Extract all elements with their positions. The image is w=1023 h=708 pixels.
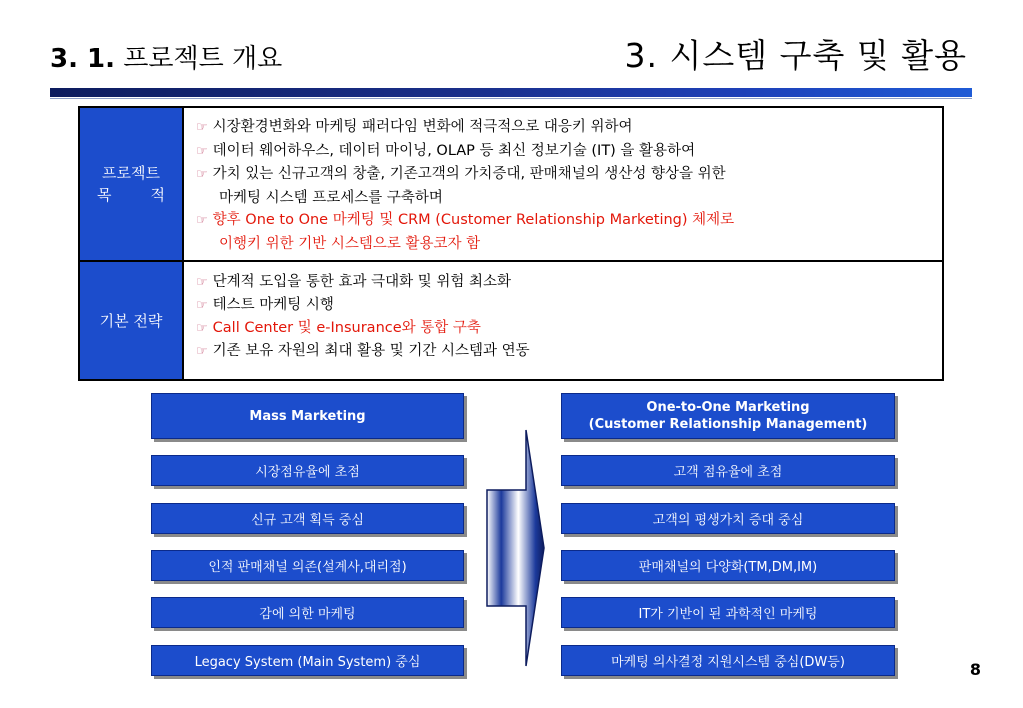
- row-body-strategy: [184, 262, 942, 379]
- page-number: 8: [969, 660, 981, 679]
- row-header-line1: 프로젝트: [102, 164, 160, 182]
- section-title: [50, 38, 282, 75]
- transition-arrow: [484, 428, 546, 668]
- pointing-hand-icon: ☞: [196, 143, 208, 159]
- row-header-purpose: [80, 108, 184, 260]
- mass-item: 인적 판매채널 의존(설계사,대리점): [151, 550, 464, 581]
- table-row-strategy: [80, 262, 942, 379]
- list-item: [196, 271, 942, 294]
- list-item: [196, 140, 942, 164]
- list-item-highlight: [196, 317, 942, 340]
- row-header-label: 기본 전략: [99, 311, 163, 330]
- mass-item: Legacy System (Main System) 중심: [151, 645, 464, 676]
- pointing-hand-icon: ☞: [196, 321, 208, 336]
- one-to-one-header: [561, 393, 895, 439]
- one-to-one-subtitle: (Customer Relationship Management): [588, 417, 868, 432]
- mass-item: 시장점유율에 초점: [151, 455, 464, 486]
- one-to-one-item: IT가 기반이 된 과학적인 마케팅: [561, 597, 895, 628]
- section-number: 3. 1.: [50, 44, 115, 74]
- row-header-strategy: [80, 262, 184, 379]
- one-to-one-item: 고객의 평생가치 증대 중심: [561, 503, 895, 534]
- pointing-hand-icon: ☞: [196, 298, 208, 313]
- bullet-text: 테스트 마케팅 시행: [212, 297, 334, 313]
- pointing-hand-icon: ☞: [196, 344, 208, 359]
- mass-marketing-header: Mass Marketing: [151, 393, 464, 439]
- row-header-line2: [97, 184, 165, 206]
- one-to-one-item: 판매채널의 다양화(TM,DM,IM): [561, 550, 895, 581]
- section-label: 프로젝트 개요: [115, 44, 283, 74]
- bullet-continuation: 이행키 위한 기반 시스템으로 활용코자 함: [219, 235, 481, 252]
- row-header-char: 목: [97, 186, 112, 204]
- list-item: [196, 294, 942, 317]
- bullet-text: 기존 보유 자원의 최대 활용 및 기간 시스템과 연동: [212, 343, 530, 359]
- bullet-text: Call Center 및 e-Insurance와 통합 구축: [212, 320, 481, 336]
- bullet-continuation: 마케팅 시스템 프로세스를 구축하며: [219, 189, 443, 206]
- chapter-title: 3. 시스템 구축 및 활용: [624, 36, 967, 75]
- row-header-char: 적: [150, 186, 165, 204]
- bullet-text: 단계적 도입을 통한 효과 극대화 및 위험 최소화: [212, 274, 512, 290]
- mass-item: 신규 고객 획득 중심: [151, 503, 464, 534]
- mass-item: 감에 의한 마케팅: [151, 597, 464, 628]
- bullet-text: 시장환경변화와 마케팅 패러다임 변화에 적극적으로 대응키 위하여: [212, 119, 633, 135]
- pointing-hand-icon: ☞: [196, 213, 208, 228]
- bullet-text: 가치 있는 신규고객의 창출, 기존고객의 가치증대, 판매채널의 생산성 향상을 위한: [212, 166, 726, 182]
- one-to-one-item: 고객 점유율에 초점: [561, 455, 895, 486]
- overview-table: [78, 106, 944, 381]
- one-to-one-title: One-to-One Marketing: [646, 400, 810, 415]
- list-item-highlight: [196, 209, 942, 255]
- bullet-text: 향후 One to One 마케팅 및 CRM (Customer Relationship Marketing) 체제로: [212, 212, 735, 228]
- title-divider: [50, 88, 972, 97]
- pointing-hand-icon: ☞: [196, 275, 208, 290]
- one-to-one-item: 마케팅 의사결정 지원시스템 중심(DW등): [561, 645, 895, 676]
- list-item: [196, 163, 942, 209]
- pointing-hand-icon: ☞: [196, 120, 208, 135]
- table-row-purpose: [80, 108, 942, 262]
- list-item: [196, 116, 942, 140]
- list-item: [196, 340, 942, 363]
- pointing-hand-icon: ☞: [196, 167, 208, 182]
- bullet-text: 데이터 웨어하우스, 데이터 마이닝, OLAP 등 최신 정보기술 (IT) 을 활용하여: [212, 142, 696, 159]
- row-body-purpose: [184, 108, 942, 260]
